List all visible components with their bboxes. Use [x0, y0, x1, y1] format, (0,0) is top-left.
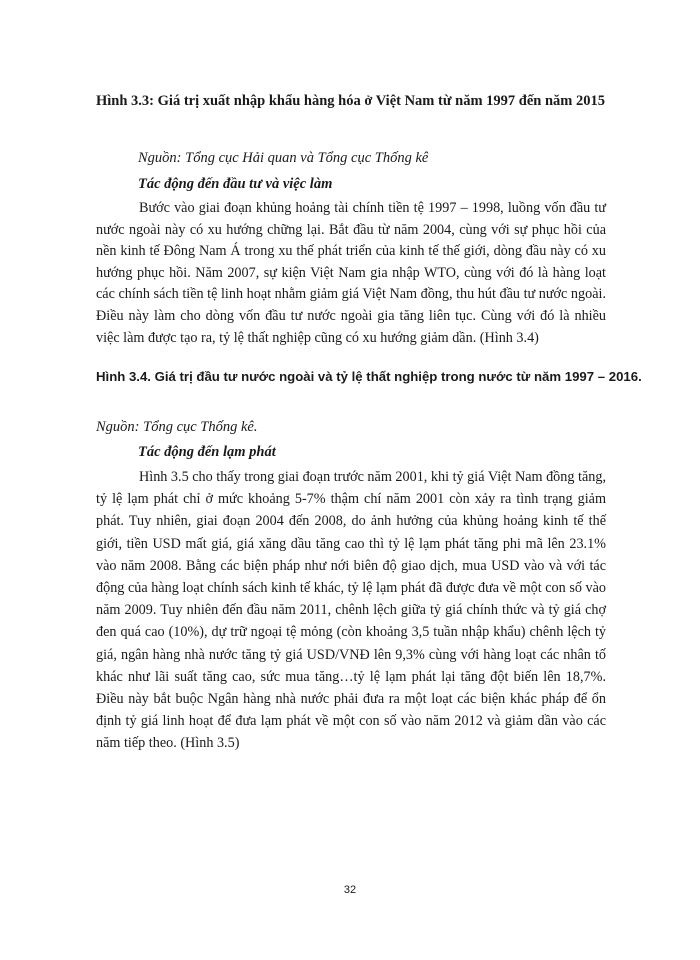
- inflation-paragraph: Hình 3.5 cho thấy trong giai đoạn trước năm 2001, khi tỷ giá Việt Nam đồng tăng, tỷ lệ lạm phát chỉ ở mức khoảng 5-7% thậm chí năm 2001 còn xảy ra tình trạng giảm phát. Tuy nhiên, giai đoạn 2004 đến 2008, do ảnh hưởng của khủng hoảng kinh tế thế giới, tiền USD mất giá, giá xăng dầu tăng cao thì tỷ lệ lạm phát tăng phi mã lên 23.1% vào năm 2008. Bằng các biện pháp như nới biên độ giao dịch, mua USD vào và với tác động của hàng loạt chính sách kinh tế khác, tỷ lệ lạm phát đã được đưa về một con số vào năm 2009. Tuy nhiên đến đầu năm 2011, chênh lệch giữa tỷ giá chính thức và tỷ giá chợ đen quá cao (10%), dự trữ ngoại tệ mỏng (còn khoảng 3,5 tuần nhập khẩu) chênh lệch tỷ giá, ngân hàng nhà nước tăng tỷ giá USD/VNĐ lên 9,3% cùng với hàng loạt các nhân tố khác như lãi suất tăng cao, sức mua tăng…tỷ lệ lạm phát lại tăng đột biến lên 18,7%. Điều này bắt buộc Ngân hàng nhà nước phải đưa ra một loạt các biện khác pháp để ổn định tỷ giá linh hoạt để đưa lạm phát về một con số vào năm 2012 và giảm dần vào các năm tiếp theo. (Hình 3.5): [96, 469, 606, 752]
- investment-paragraph: Bước vào giai đoạn khủng hoảng tài chính tiền tệ 1997 – 1998, luồng vốn đầu tư nước ngoài này có xu hướng chững lại. Bắt đầu từ năm 2004, cùng với sự phục hồi của nền kinh tế Đông Nam Á trong xu thế phát triển của kinh tế thế giới, dòng đầu này có xu hướng phục hồi. Năm 2007, sự kiện Việt Nam gia nhập WTO, cùng với đó là hàng loạt các chính sách tiền tệ linh hoạt nhằm giảm giá Việt Nam đồng, thu hút đầu tư nước ngoài. Điều này làm cho dòng vốn đầu tư nước ngoài gia tăng liên tục. Cùng với đó là nhiều việc làm được tạo ra, tỷ lệ thất nghiệp cũng có xu hướng giảm dần. (Hình 3.4): [96, 200, 606, 346]
- inflation-section-heading: Tác động đến lạm phát: [138, 444, 276, 460]
- figure-3-4-source: Nguồn: Tổng cục Thống kê.: [96, 419, 258, 435]
- figure-3-4-caption: Hình 3.4. Giá trị đầu tư nước ngoài và tỷ lệ thất nghiệp trong nước từ năm 1997 – 2016.: [96, 369, 642, 384]
- figure-3-3-caption: Hình 3.3: Giá trị xuất nhập khẩu hàng hóa ở Việt Nam từ năm 1997 đến năm 2015: [96, 93, 606, 109]
- investment-section-heading: Tác động đến đầu tư và việc làm: [138, 176, 333, 192]
- figure-3-3-source: Nguồn: Tổng cục Hải quan và Tổng cục Thống kê: [138, 150, 429, 166]
- page-number: 32: [343, 884, 357, 896]
